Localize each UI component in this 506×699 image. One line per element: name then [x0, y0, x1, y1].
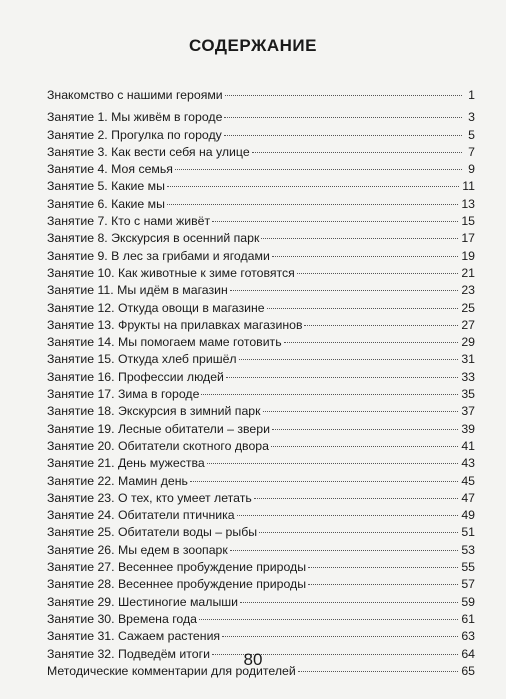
toc-entry-page: 47: [461, 490, 475, 505]
toc-entry-title: Занятие 20. Обитатели скотного двора: [47, 438, 269, 453]
toc-entry: [47, 351, 475, 368]
table-of-contents: [47, 87, 475, 680]
toc-entry-title: Занятие 30. Времена года: [47, 611, 198, 626]
toc-entry-title: Занятие 22. Мамин день: [47, 473, 188, 488]
toc-entry-page: 39: [461, 421, 475, 436]
toc-entry-title: Занятие 4. Моя семья: [47, 162, 173, 177]
toc-entry: [47, 490, 475, 507]
toc-entry-page: 45: [461, 473, 475, 488]
toc-entry-page: 59: [461, 594, 475, 609]
toc-entry-page: 64: [461, 646, 475, 661]
toc-entry-page: 9: [468, 162, 475, 177]
toc-entry-title: Методические комментарии для родителей: [47, 663, 296, 678]
toc-entry-page: 1: [468, 88, 475, 102]
toc-entry-title: Занятие 32. Подведём итоги: [47, 646, 210, 661]
dot-leader: [252, 152, 462, 153]
toc-entry: [47, 473, 475, 490]
toc-entry-title: Занятие 13. Фрукты на прилавках магазинов: [47, 317, 303, 332]
toc-entry-page: 7: [468, 144, 475, 159]
toc-entry: [47, 127, 475, 144]
dot-leader: [261, 238, 458, 239]
dot-leader: [167, 204, 458, 205]
toc-entry-page: 41: [461, 438, 475, 453]
toc-entry-page: 27: [461, 317, 475, 332]
toc-entry: [47, 455, 475, 472]
toc-entry-title: Занятие 8. Экскурсия в осенний парк: [47, 231, 260, 246]
dot-leader: [254, 498, 459, 499]
toc-entry-title: Занятие 10. Как животные к зиме готовятся: [47, 265, 295, 280]
toc-entry-title: Занятие 2. Прогулка по городу: [47, 127, 222, 142]
toc-entry: [47, 542, 475, 559]
toc-entry: [47, 196, 475, 213]
toc-entry-page: 65: [461, 663, 475, 678]
toc-entry: [47, 178, 475, 195]
toc-entry-title: Занятие 25. Обитатели воды – рыбы: [47, 525, 258, 540]
toc-entry-title: Занятие 26. Мы едем в зоопарк: [47, 542, 228, 557]
toc-entry-page: 29: [461, 335, 475, 350]
toc-entry: [47, 334, 475, 351]
toc-entry-title: Занятие 15. Откуда хлеб пришёл: [47, 352, 237, 367]
dot-leader: [308, 584, 458, 585]
toc-entry-title: Занятие 29. Шестиногие малыши: [47, 594, 239, 609]
toc-entry-title: Занятие 21. День мужества: [47, 456, 205, 471]
dot-leader: [237, 515, 459, 516]
dot-leader: [207, 463, 459, 464]
toc-entry-title: Занятие 31. Сажаем растения: [47, 629, 221, 644]
toc-entry-page: 21: [461, 265, 475, 280]
toc-entry-page: 35: [461, 387, 475, 402]
dot-leader: [240, 602, 458, 603]
toc-entry-page: 11: [462, 179, 475, 194]
toc-entry: [47, 87, 475, 104]
dot-leader: [308, 567, 458, 568]
toc-entry-page: 33: [461, 369, 475, 384]
toc-entry-page: 23: [461, 283, 475, 298]
toc-entry-page: 55: [461, 560, 475, 575]
toc-entry-title: Занятие 24. Обитатели птичника: [47, 508, 235, 523]
toc-entry: [47, 594, 475, 611]
dot-leader: [190, 481, 458, 482]
toc-entry: [47, 282, 475, 299]
toc-entry-title: Занятие 18. Экскурсия в зимний парк: [47, 404, 261, 419]
toc-entry-page: 63: [461, 629, 475, 644]
dot-leader: [263, 411, 459, 412]
toc-entry-title: Занятие 19. Лесные обитатели – звери: [47, 421, 270, 436]
toc-entry-title: Занятие 6. Какие мы: [47, 196, 165, 211]
dot-leader: [224, 135, 462, 136]
toc-entry: [47, 213, 475, 230]
dot-leader: [239, 359, 459, 360]
toc-entry-title: Занятие 28. Весеннее пробуждение природы: [47, 577, 307, 592]
dot-leader: [201, 394, 458, 395]
toc-entry-title: Занятие 23. О тех, кто умеет летать: [47, 490, 252, 505]
toc-entry-title: Занятие 5. Какие мы: [47, 179, 165, 194]
toc-entry-page: 49: [461, 508, 475, 523]
toc-entry: [47, 317, 475, 334]
toc-entry: [47, 576, 475, 593]
toc-entry: [47, 386, 475, 403]
toc-entry-page: 37: [461, 404, 475, 419]
dot-leader: [199, 619, 458, 620]
toc-entry-title: Занятие 9. В лес за грибами и ягодами: [47, 248, 270, 263]
toc-entry: [47, 611, 475, 628]
dot-leader: [224, 117, 462, 118]
toc-entry-page: 5: [468, 127, 475, 142]
dot-leader: [212, 221, 458, 222]
dot-leader: [230, 550, 459, 551]
dot-leader: [304, 325, 458, 326]
dot-leader: [226, 377, 458, 378]
dot-leader: [267, 308, 459, 309]
toc-entry-title: Занятие 16. Профессии людей: [47, 369, 224, 384]
toc-entry: [47, 421, 475, 438]
toc-entry: [47, 161, 475, 178]
toc-entry-title: Занятие 11. Мы идём в магазин: [47, 283, 228, 298]
toc-entry-title: Занятие 14. Мы помогаем маме готовить: [47, 335, 282, 350]
dot-leader: [272, 429, 458, 430]
toc-entry-page: 57: [461, 577, 475, 592]
dot-leader: [298, 671, 459, 672]
toc-entry-page: 17: [461, 231, 475, 246]
toc-entry-page: 19: [461, 248, 475, 263]
toc-entry: [47, 265, 475, 282]
toc-entry-title: Занятие 3. Как вести себя на улице: [47, 144, 250, 159]
toc-entry-title: Занятие 27. Весеннее пробуждение природы: [47, 560, 307, 575]
toc-entry: [47, 144, 475, 161]
toc-entry: [47, 559, 475, 576]
page-number: 80: [243, 650, 263, 669]
dot-leader: [167, 186, 459, 187]
toc-entry: [47, 438, 475, 455]
dot-leader: [259, 532, 458, 533]
dot-leader: [225, 95, 462, 96]
toc-entry: [47, 230, 475, 247]
toc-entry-page: 15: [461, 214, 475, 229]
dot-leader: [297, 273, 458, 274]
dot-leader: [222, 636, 458, 637]
toc-entry: [47, 248, 475, 265]
toc-entry: [47, 403, 475, 420]
dot-leader: [272, 256, 458, 257]
dot-leader: [271, 446, 458, 447]
toc-entry-title: Занятие 17. Зима в городе: [47, 387, 200, 402]
toc-entry: [47, 507, 475, 524]
dot-leader: [284, 342, 459, 343]
toc-entry-page: 51: [461, 525, 475, 540]
toc-entry: [47, 628, 475, 645]
toc-entry-page: 53: [461, 542, 475, 557]
dot-leader: [175, 169, 462, 170]
toc-entry: [47, 369, 475, 386]
toc-entry-page: 31: [461, 352, 475, 367]
toc-entry-page: 61: [461, 611, 475, 626]
toc-entry-title: Занятие 7. Кто с нами живёт: [47, 214, 211, 229]
toc-entry-title: Занятие 12. Откуда овощи в магазине: [47, 300, 265, 315]
toc-entry-page: 13: [461, 196, 475, 211]
toc-entry-page: 43: [461, 456, 475, 471]
toc-entry-title: Знакомство с нашими героями: [47, 88, 223, 102]
toc-entry: [47, 300, 475, 317]
toc-entry: [47, 109, 475, 126]
toc-entry: [47, 524, 475, 541]
dot-leader: [230, 290, 459, 291]
toc-entry-title: Занятие 1. Мы живём в городе: [47, 110, 223, 125]
toc-entry-page: 3: [468, 110, 475, 125]
toc-entry-page: 25: [461, 300, 475, 315]
page-title: СОДЕРЖАНИЕ: [189, 36, 317, 55]
